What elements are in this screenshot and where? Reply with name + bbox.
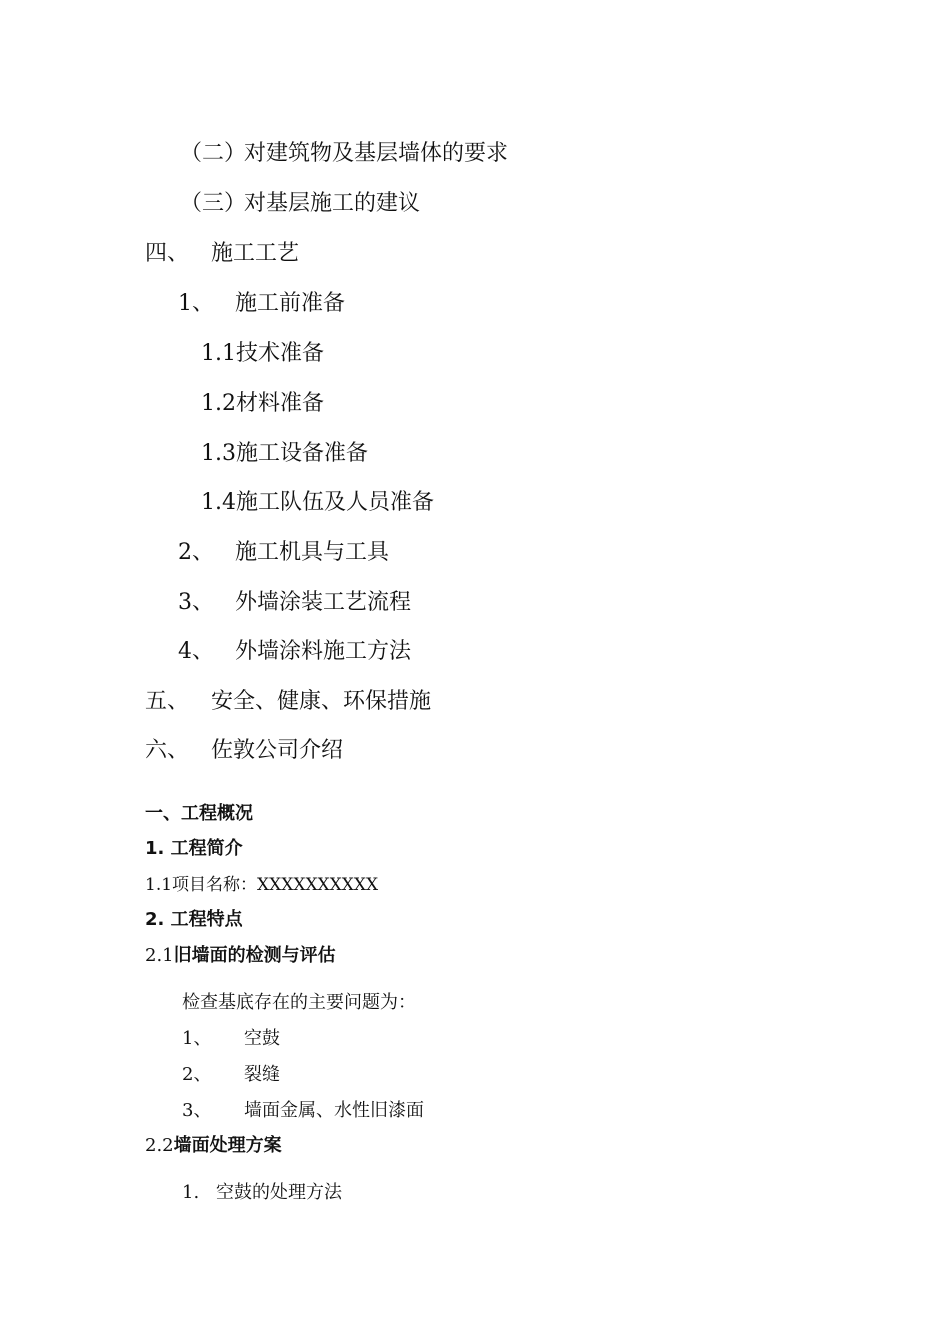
toc-entry-2-2	[180, 136, 508, 167]
toc-text: 佐敦公司介绍	[211, 738, 344, 763]
toc-text: 施工工艺	[211, 241, 300, 266]
toc-marker: 3、	[178, 590, 214, 615]
toc-text: 对基层施工的建议	[244, 191, 421, 216]
heading-wall-inspection	[145, 941, 336, 967]
heading-project-features: 2. 工程特点	[145, 909, 243, 930]
method-text: 空鼓的处理方法	[216, 1182, 342, 1203]
toc-entry-4-3	[178, 585, 411, 616]
toc-entry-4	[145, 236, 299, 267]
method-item	[182, 1178, 342, 1204]
section-title: 墙面处理方案	[173, 1135, 282, 1156]
toc-marker: 五、	[145, 689, 190, 714]
problem-text: 空鼓	[244, 1028, 280, 1049]
toc-entry-4-1-2: 1.2材料准备	[201, 391, 324, 416]
intro-text: 检查基底存在的主要问题为：	[182, 992, 416, 1013]
problem-marker: 3、	[182, 1100, 212, 1121]
method-marker: 1.	[182, 1182, 200, 1203]
toc-entry-4-1-4: 1.4施工队伍及人员准备	[201, 490, 434, 515]
toc-text: 安全、健康、环保措施	[211, 689, 432, 714]
heading-project-intro: 1. 工程简介	[145, 838, 243, 859]
problem-item	[182, 1096, 424, 1122]
toc-entry-4-2	[178, 535, 389, 566]
toc-marker: （三）	[180, 191, 247, 216]
toc-text: 施工前准备	[235, 291, 346, 316]
toc-marker: 六、	[145, 738, 190, 763]
project-name-line: 1.1项目名称：XXXXXXXXXX	[145, 875, 379, 895]
section-title: 旧墙面的检测与评估	[173, 945, 336, 966]
toc-marker: （二）	[180, 141, 247, 166]
toc-entry-6	[145, 733, 343, 764]
toc-marker: 2、	[178, 540, 214, 565]
toc-entry-5	[145, 684, 431, 715]
toc-text: 外墙涂料施工方法	[235, 639, 412, 664]
heading-wall-treatment	[145, 1131, 282, 1157]
toc-marker: 四、	[145, 241, 190, 266]
toc-entry-4-4	[178, 634, 411, 665]
section-number: 2.2	[145, 1135, 174, 1156]
problem-marker: 2、	[182, 1064, 212, 1085]
toc-entry-4-1	[178, 286, 345, 317]
toc-text: 施工机具与工具	[235, 540, 390, 565]
problem-text: 裂缝	[244, 1064, 280, 1085]
problem-item	[182, 1024, 280, 1050]
problem-marker: 1、	[182, 1028, 212, 1049]
toc-text: 对建筑物及基层墙体的要求	[244, 141, 509, 166]
section-number: 2.1	[145, 945, 174, 966]
toc-marker: 4、	[178, 639, 214, 664]
toc-entry-2-3	[180, 186, 420, 217]
toc-text: 外墙涂装工艺流程	[235, 590, 412, 615]
heading-project-overview: 一、工程概况	[145, 803, 253, 824]
problem-text: 墙面金属、水性旧漆面	[244, 1100, 424, 1121]
toc-entry-4-1-1: 1.1技术准备	[201, 341, 324, 366]
toc-entry-4-1-3: 1.3施工设备准备	[201, 441, 368, 466]
problem-item	[182, 1060, 280, 1086]
toc-marker: 1、	[178, 291, 214, 316]
